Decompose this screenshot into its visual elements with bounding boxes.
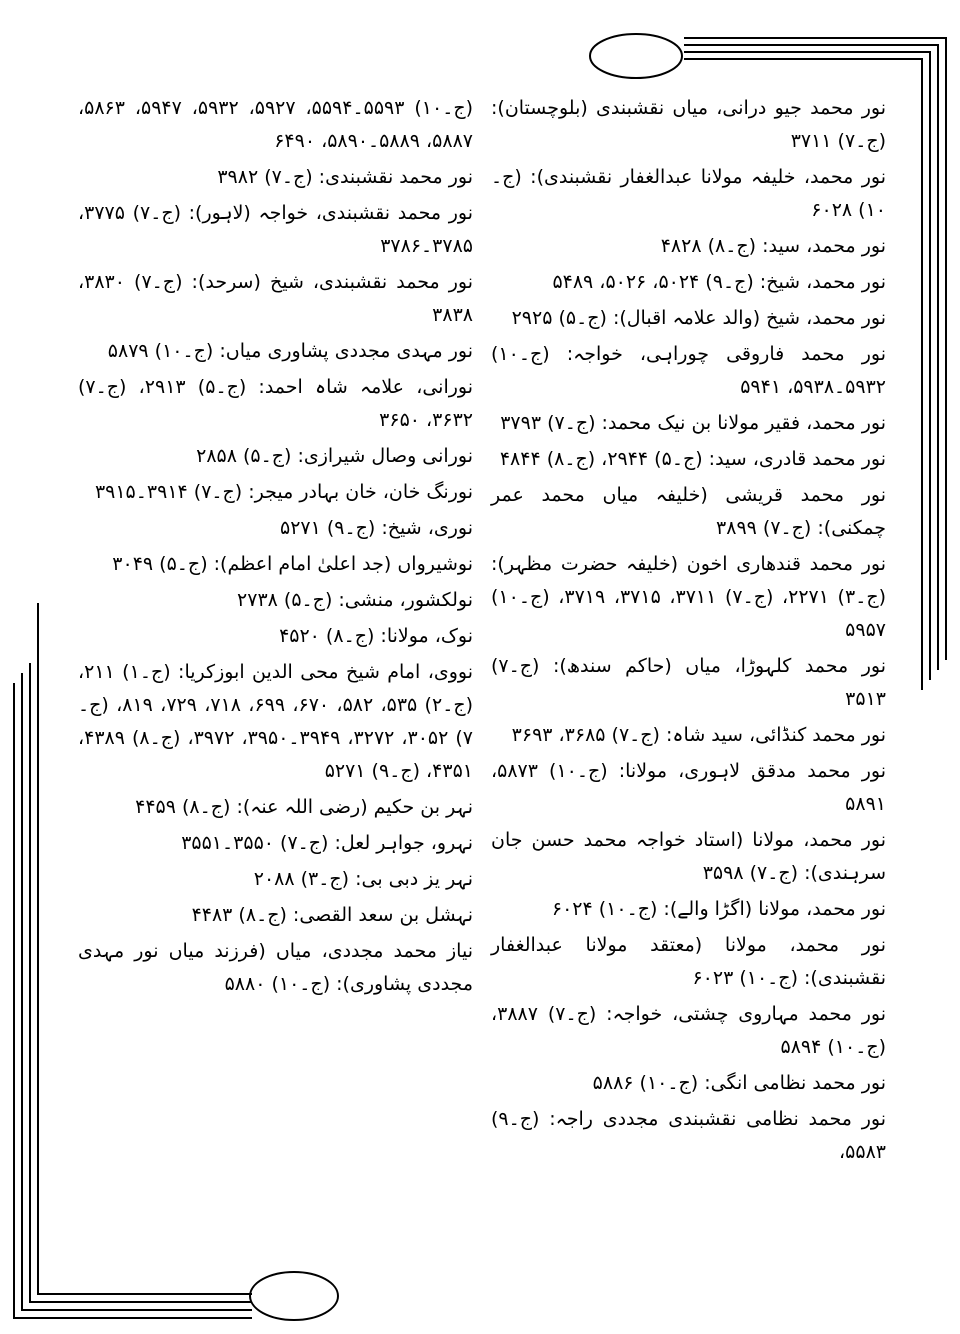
index-entry: نور مہدی مجددی پشاوری میاں: (ج۔۱۰) ۵۸۷۹ xyxy=(107,340,473,362)
index-entry: نورانی وصال شیرازی: (ج۔۵) ۲۸۵۸ xyxy=(196,445,473,467)
index-entry: نور محمد، شیخ: (ج۔۹) ۵۰۲۴، ۵۰۲۶، ۵۴۸۹ xyxy=(552,271,886,293)
index-entry: نور محمد، خلیفہ مولانا عبدالغفار نقشبندی): (ج۔۱۰) ۶۰۲۸ xyxy=(491,166,886,221)
right-column xyxy=(491,92,886,1172)
index-entry: نور محمد کلہوڑا، میاں (حاکم سندھ): (ج۔۷) ۳۵۱۳ xyxy=(491,655,886,710)
index-page xyxy=(78,92,886,1232)
index-entry: نور محمد نقشبندی، خواجہ (لاہور): (ج۔۷) ۳۷۷۵، ۳۷۸۵۔۳۷۸۶ xyxy=(78,202,473,257)
index-entry: نور محمد، فقیر مولانا بن نیک محمد: (ج۔۷) ۳۷۹۳ xyxy=(500,412,886,434)
index-entry: نور محمد قریشی (خلیفہ میاں محمد عمر چمکنی): (ج۔۷) ۳۸۹۹ xyxy=(491,484,886,539)
index-entry: نور محمد نقشبندی: (ج۔۷) ۳۹۸۲ xyxy=(217,166,473,188)
index-entry: نور محمد، شیخ (والد علامہ اقبال): (ج۔۵) ۲۹۲۵ xyxy=(511,307,886,329)
index-entry: نور محمد فاروقی چوراہی، خواجہ: (ج۔۱۰) ۵۹۳۲۔۵۹۳۸، ۵۹۴۱ xyxy=(491,343,886,398)
index-entry: نہرو، جواہر لعل: (ج۔۷) ۳۵۵۰۔۳۵۵۱ xyxy=(181,832,473,854)
index-entry: نور محمد قندھاری اخون (خلیفہ حضرت مظہر): (ج۔۳) ۲۲۷۱، (ج۔۷) ۳۷۱۱، ۳۷۱۵، ۳۷۱۹، (ج۔۱۰) ۵۹۵۷ xyxy=(491,553,886,641)
index-entry: نور محمد، مولانا (معتقد مولانا عبدالغفار نقشبندی): (ج۔۱۰) ۶۰۲۳ xyxy=(491,934,886,989)
index-entry: نوری، شیخ: (ج۔۹) ۵۲۷۱ xyxy=(280,517,473,539)
index-entry: نیاز محمد مجددی، میاں (فرزند میاں نور مہدی مجددی پشاوری): (ج۔۱۰) ۵۸۸۰ xyxy=(78,940,473,995)
index-entry: نور محمد مدقق لاہوری، مولانا: (ج۔۱۰) ۵۸۷۳، ۵۸۹۱ xyxy=(491,760,887,815)
index-entry: نور محمد، مولانا (اگڑا والے): (ج۔۱۰) ۶۰۲۴ xyxy=(551,898,886,920)
index-entry: نور محمد مہاروی چشتی، خواجہ: (ج۔۷) ۳۸۸۷، (ج۔۱۰) ۵۸۹۴ xyxy=(491,1003,886,1058)
index-entry: نور محمد نقشبندی، شیخ (سرحد): (ج۔۷) ۳۸۳۰، ۳۸۳۸ xyxy=(78,271,474,326)
index-entry: نورنگ خان، خان بہادر میجر: (ج۔۷) ۳۹۱۴۔۳۹۱۵ xyxy=(94,481,473,503)
index-entry: نولکشور، منشی: (ج۔۵) ۲۷۳۸ xyxy=(237,589,473,611)
index-entry: نہشل بن سعد القصی: (ج۔۸) ۴۴۸۳ xyxy=(191,904,473,926)
index-entry: (ج۔۱۰) ۵۵۹۳۔۵۵۹۴، ۵۹۲۷، ۵۹۳۲، ۵۹۴۷، ۵۸۶۳، ۵۸۸۷، ۵۸۸۹۔۵۸۹۰، ۶۴۹۰ xyxy=(78,97,473,152)
index-entry: نور محمد کنڈائی، سید شاہ: (ج۔۷) ۳۶۸۵، ۳۶۹۳ xyxy=(511,724,886,746)
index-entry: نوک، مولانا: (ج۔۸) ۴۵۲۰ xyxy=(279,625,473,647)
index-entry: نورانی، علامہ شاہ احمد: (ج۔۵) ۲۹۱۳، (ج۔۷) ۳۶۳۲، ۳۶۵۰ xyxy=(78,376,474,431)
index-entry: نور محمد قادری، سید: (ج۔۵) ۲۹۴۴، (ج۔۸) ۴۸۴۴ xyxy=(499,448,886,470)
index-entry: نور محمد جیو درانی، میاں نقشبندی (بلوچستان): (ج۔۷) ۳۷۱۱ xyxy=(491,97,886,152)
left-column xyxy=(78,92,473,1004)
index-entry: نور محمد نظامی انگی: (ج۔۱۰) ۵۸۸۶ xyxy=(592,1072,886,1094)
index-entry: نہر بن حکیم (رضی اللہ عنہ): (ج۔۸) ۴۴۵۹ xyxy=(135,796,473,818)
index-entry: نہر یز دبی بی: (ج۔۳) ۲۰۸۸ xyxy=(253,868,473,890)
index-entry: نووی، امام شیخ محی الدین ابوزکریا: (ج۔۱) ۲۱۱، (ج۔۲) ۵۳۵، ۵۸۲، ۶۷۰، ۶۹۹، ۷۱۸، ۷۲۹، ۸۱۹، (ج۔۷) ۳۰۵۲، ۳۲۷۲، ۳۹۴۹۔۳۹۵۰، ۳۹۷۲، (ج۔۸) ۴۳۸۹، ۴۳۵۱، (ج۔۹) ۵۲۷۱ xyxy=(78,661,473,782)
index-entry: نور محمد، سید: (ج۔۸) ۴۸۲۸ xyxy=(660,235,886,257)
index-entry: نور محمد نظامی نقشبندی مجددی راجہ: (ج۔۹) ۵۵۸۳، xyxy=(491,1108,886,1163)
index-entry: نور محمد، مولانا (استاد خواجہ محمد حسن جان سرہندی): (ج۔۷) ۳۵۹۸ xyxy=(491,829,886,884)
index-entry: نوشیرواں (جد اعلیٰ امام اعظم): (ج۔۵) ۳۰۴۹ xyxy=(112,553,473,575)
